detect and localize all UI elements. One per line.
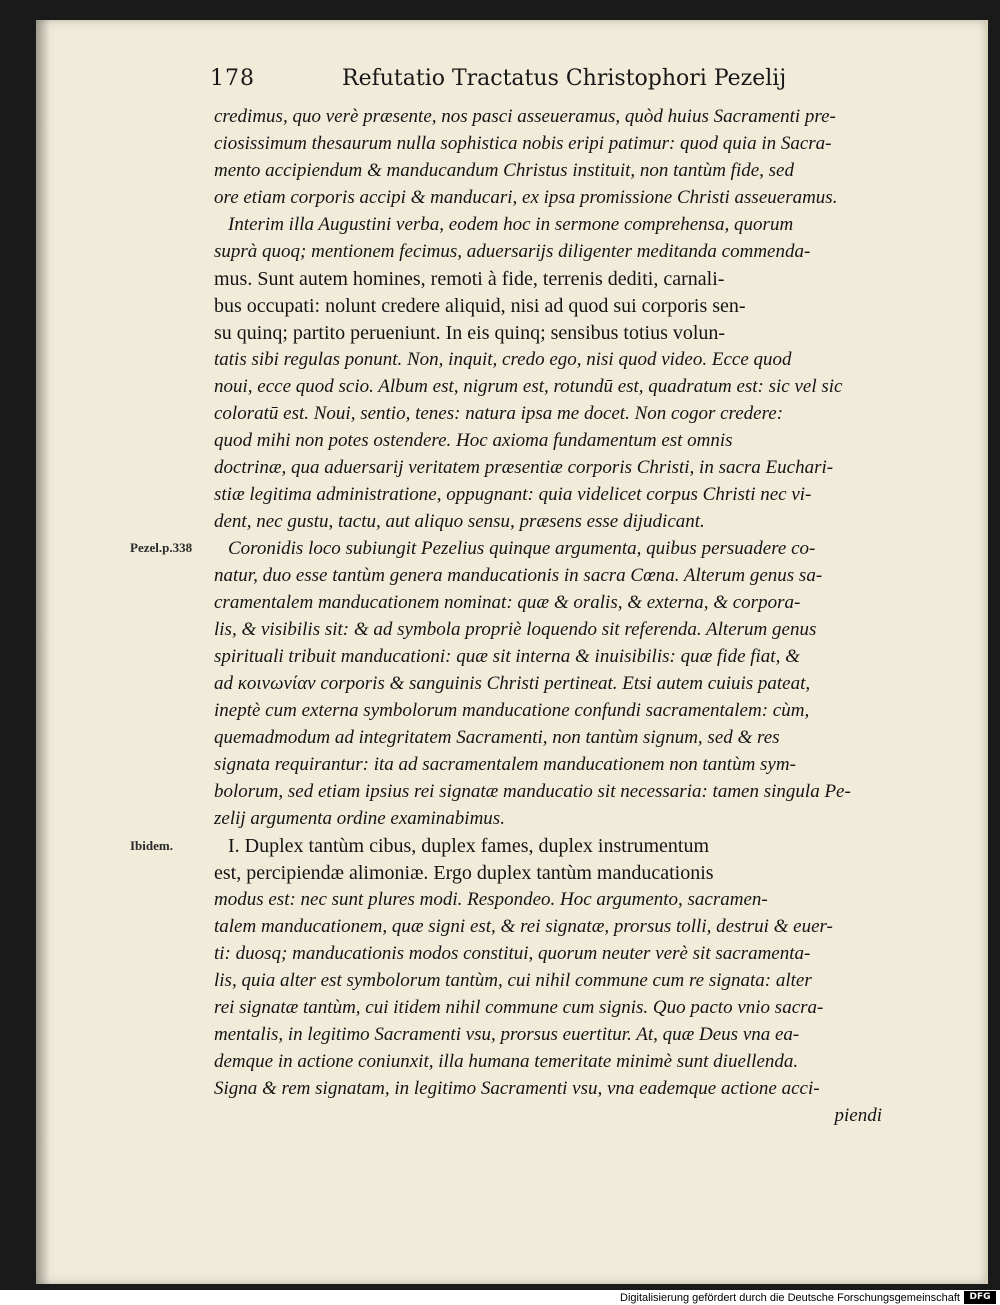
text-line: signata requirantur: ita ad sacramentalem manducationem non tantùm sym- [214,754,796,775]
text-line: tatis sibi regulas ponunt. Non, inquit, credo ego, nisi quod video. Ecce quod [214,349,792,370]
text-line: ineptè cum externa symbolorum manducatione confundi sacramentalem: cùm, [214,700,810,721]
text-line: demque in actione coniunxit, illa humana temeritate minimè sunt diuellenda. [214,1051,799,1072]
text-line: stiæ legitima administratione, oppugnant: quia videlicet corpus Christi nec vi- [214,484,812,505]
text-line: ore etiam corporis accipi & manducari, ex ipsa promissione Christi asseueramus. [214,187,838,208]
scanned-page [36,20,988,1284]
text-line: zelij argumenta ordine examinabimus. [214,808,505,829]
margin-note-pezel: Pezel.p.338 [130,540,193,555]
text-line: mento accipiendum & manducandum Christus instituit, non tantùm fide, sed [214,160,794,181]
text-line: I. Duplex tantùm cibus, duplex fames, duplex instrumentum [228,835,710,857]
text-line: Coronidis loco subiungit Pezelius quinque argumenta, quibus persuadere co- [228,538,816,559]
text-line: coloratū est. Noui, sentio, tenes: natura ipsa me docet. Non cogor credere: [214,403,784,424]
catchword: piendi [834,1105,882,1126]
text-line: doctrinæ, qua aduersarij veritatem præsentiæ corporis Christi, in sacra Euchari- [214,457,834,478]
spine-shadow [36,20,50,1284]
text-line: mentalis, in legitimo Sacramenti vsu, prorsus euertitur. At, quæ Deus vna ea- [214,1024,800,1045]
page-header [36,66,986,100]
running-head: Refutatio Tractatus Christophori Pezelij [342,66,787,91]
text-line: credimus, quo verè præsente, nos pasci asseueramus, quòd huius Sacramenti pre- [214,106,836,127]
text-line: lis, quia alter est symbolorum tantùm, cui nihil commune cum re signata: alter [214,970,812,991]
text-line: modus est: nec sunt plures modi. Respondeo. Hoc argumento, sacramen- [214,889,768,910]
text-line: est, percipiendæ alimoniæ. Ergo duplex tantùm manducationis [214,862,714,884]
text-line: quod mihi non potes ostendere. Hoc axioma fundamentum est omnis [214,430,733,451]
text-line: ad κοινωνίαν corporis & sanguinis Christi pertineat. Etsi autem cuiuis pateat, [214,673,811,694]
text-line: cramentalem manducationem nominat: quæ & oralis, & externa, & corpora- [214,592,801,613]
text-line: mus. Sunt autem homines, remoti à fide, terrenis dediti, carnali- [214,268,725,290]
margin-note-ibidem: Ibidem. [130,838,173,853]
text-line: talem manducationem, quæ signi est, & rei signatæ, prorsus tolli, destrui & euer- [214,916,833,937]
text-line: bolorum, sed etiam ipsius rei signatæ manducatio sit necessaria: tamen singula Pe- [214,781,851,802]
dfg-logo-icon: DFG [964,1291,996,1304]
text-line: quemadmodum ad integritatem Sacramenti, non tantùm signum, sed & res [214,727,780,748]
digitization-credit: Digitalisierung gefördert durch die Deutsche Forschungsgemeinschaft [620,1292,960,1304]
text-line: lis, & visibilis sit: & ad symbola propriè loquendo sit referenda. Alterum genus [214,619,817,640]
text-line: su quinq; partito perueniunt. In eis quinq; sensibus totius volun- [214,322,726,344]
text-line: ti: duosq; manducationis modos constitui, quorum neuter verè sit sacramenta- [214,943,811,964]
text-line: ciosissimum thesaurum nulla sophistica nobis eripi patimur: quod quia in Sacra- [214,133,832,154]
text-line: spirituali tribuit manducationi: quæ sit interna & inuisibilis: quæ fide fiat, & [214,646,800,667]
text-line: rei signatæ tantùm, cui itidem nihil commune cum signis. Quo pacto vnio sacra- [214,997,824,1018]
text-line: suprà quoq; mentionem fecimus, aduersarijs diligenter meditanda commenda- [214,241,811,262]
text-line: Interim illa Augustini verba, eodem hoc in sermone comprehensa, quorum [228,214,794,235]
text-line: dent, nec gustu, tactu, aut aliquo sensu, præsens esse dijudicant. [214,511,705,532]
text-line: natur, duo esse tantùm genera manducationis in sacra Cœna. Alterum genus sa- [214,565,823,586]
page-number: 178 [210,66,255,91]
text-line: noui, ecce quod scio. Album est, nigrum est, rotundū est, quadratum est: sic vel sic [214,376,843,397]
text-line: Signa & rem signatam, in legitimo Sacramenti vsu, vna eademque actione acci- [214,1078,820,1099]
text-line: bus occupati: nolunt credere aliquid, nisi ad quod sui corporis sen- [214,295,746,317]
